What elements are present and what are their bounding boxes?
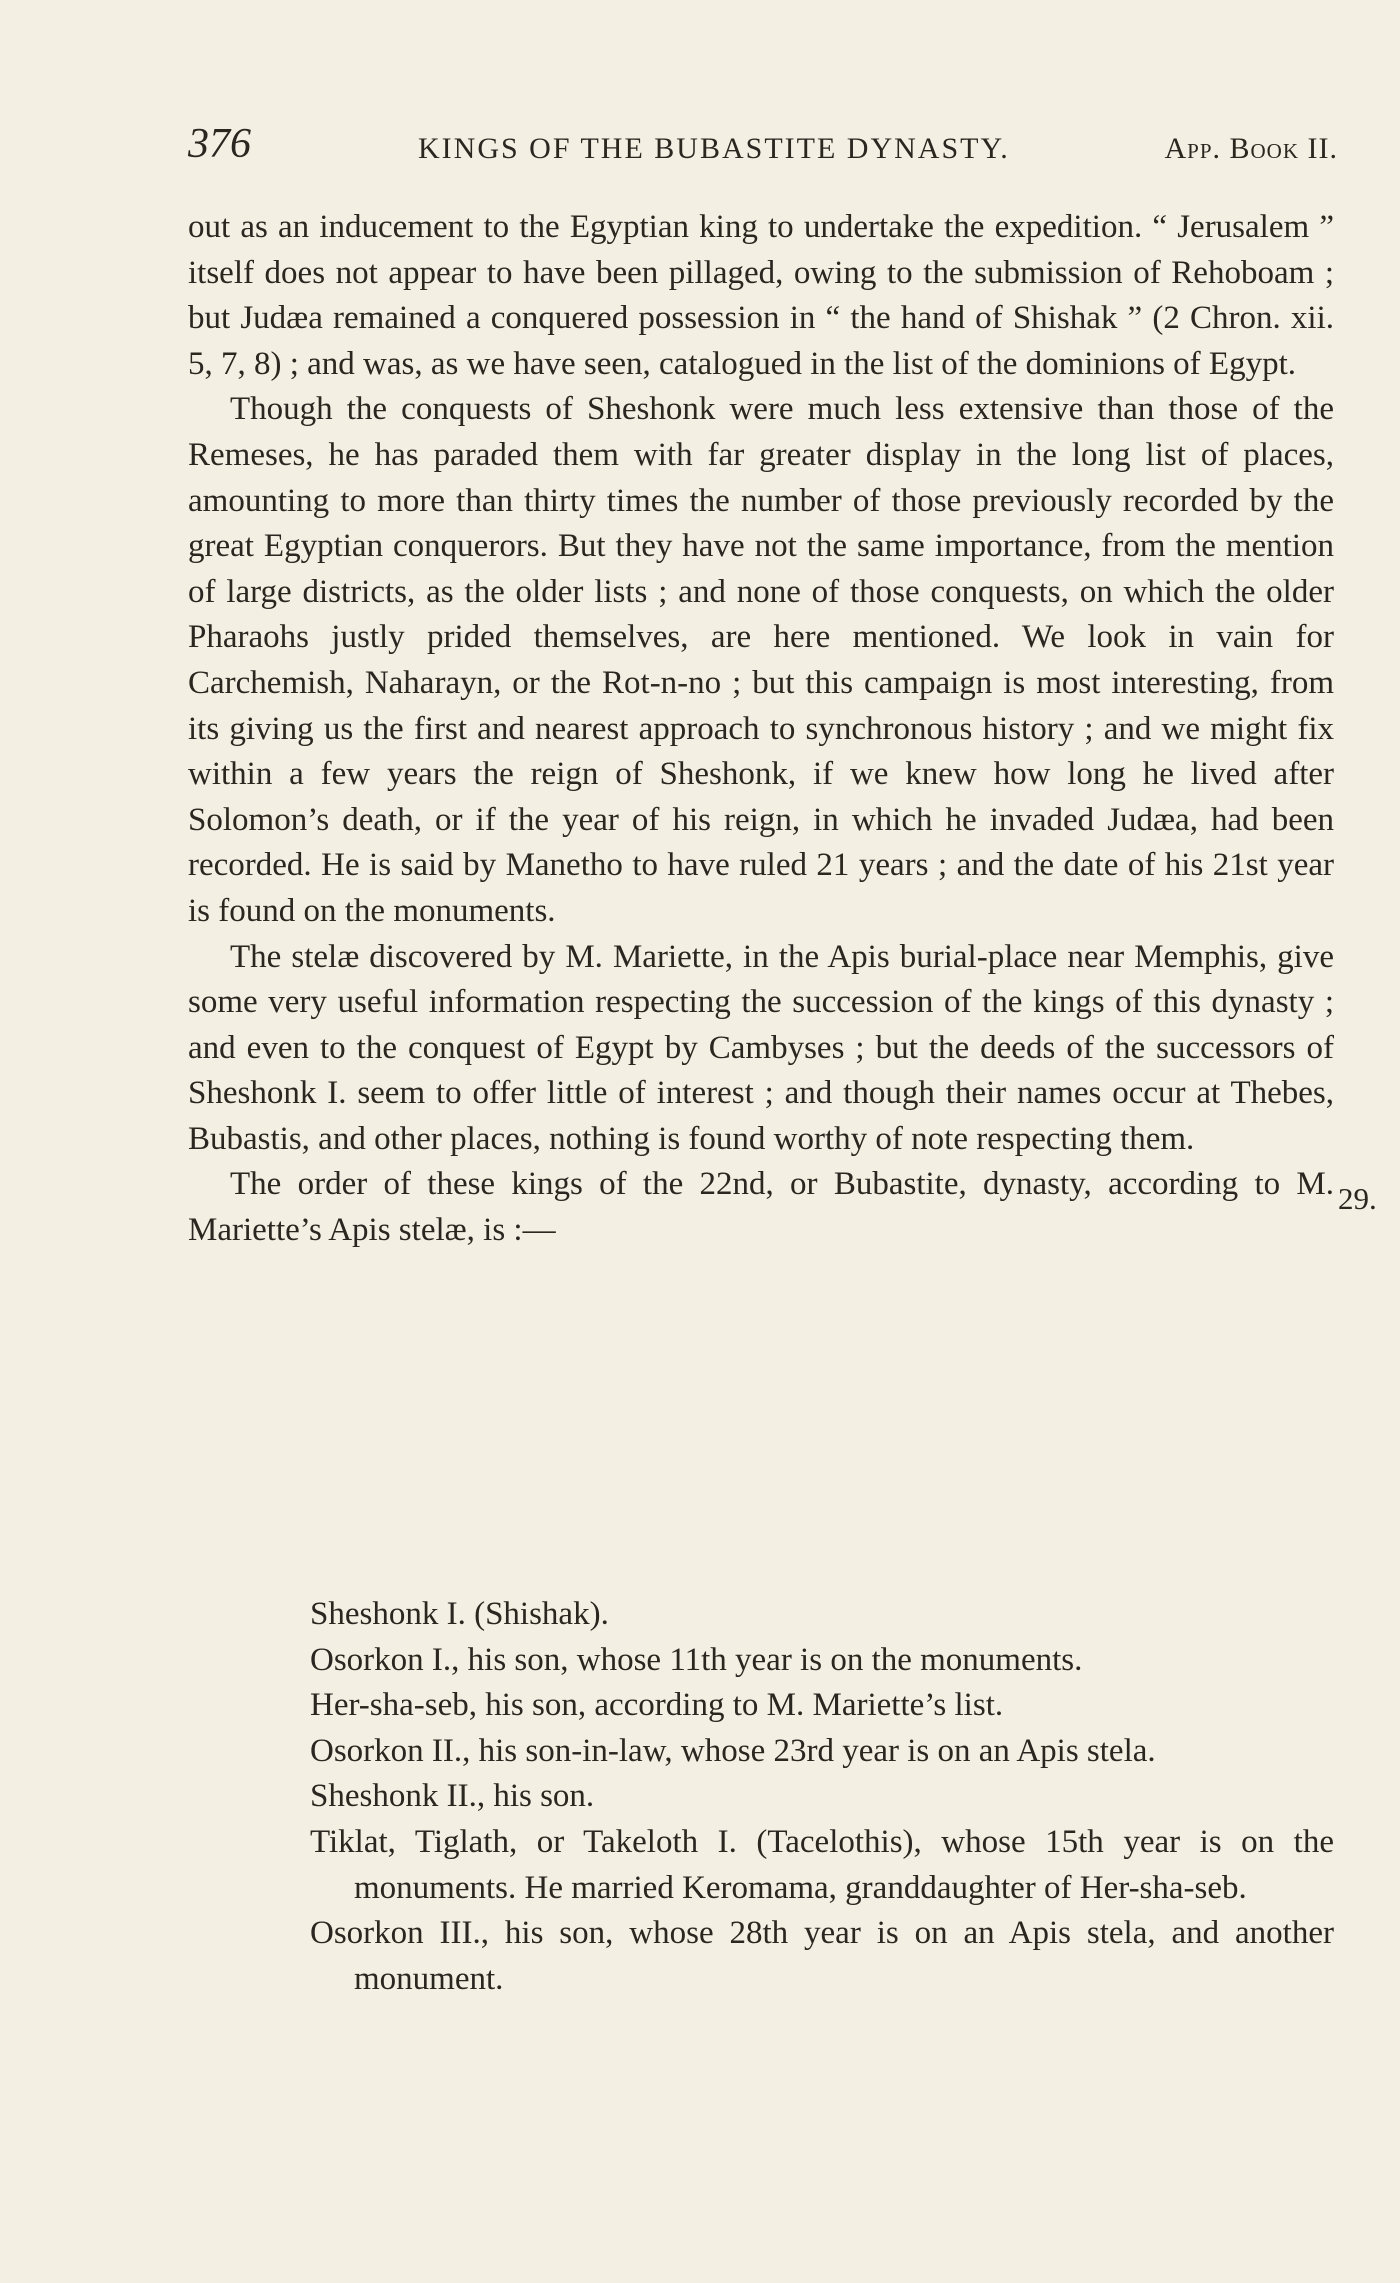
- paragraph-conquests: Though the conquests of Sheshonk were much less extensive than those of the Remeses, he has paraded them with far greater display in the long list of places, amounting to more than thirty times the number of those previously recorded by the great Egyptian conquerors. But they have not the same importance, from the mention of large districts, as the older lists ; and none of those conquests, on which the older Pharaohs justly prided themselves, are here mentioned. We look in vain for Carchemish, Naharayn, or the Rot-n-no ; but this campaign is most interesting, from its giving us the first and nearest approach to synchronous history ; and we might fix within a few years the reign of Sheshonk, if we knew how long he lived after Solomon’s death, or if the year of his reign, in which he invaded Judæa, had been recorded. He is said by Manetho to have ruled 21 years ; and the date of his 21st year is found on the monuments.: [188, 391, 1334, 929]
- margin-note: 29.: [1338, 1181, 1377, 1216]
- king-list-item: Osorkon I., his son, whose 11th year is on the monuments.: [310, 1641, 1083, 1678]
- body-text: [188, 205, 1334, 1254]
- king-list-item: Her-sha-seb, his son, according to M. Mariette’s list.: [310, 1687, 1004, 1724]
- paragraph-continuation: out as an inducement to the Egyptian king to undertake the expedition. “ Jerusalem ” itself does not appear to have been pillaged, owing to the submission of Rehoboam ; but Judæa remained a conquered possession in “ the hand of Shishak ” (2 Chron. xii. 5, 7, 8) ; and was, as we have seen, catalogued in the list of the dominions of Egypt.: [188, 209, 1334, 382]
- king-list-item: Osorkon II., his son-in-law, whose 23rd year is on an Apis stela.: [310, 1732, 1156, 1769]
- king-list-item: Sheshonk I. (Shishak).: [310, 1596, 609, 1632]
- paragraph-stelae: The stelæ discovered by M. Mariette, in the Apis burial-place near Memphis, give some very useful information respecting the succession of the kings of this dynasty ; and even to the conquest of Egypt by Cambyses ; but the deeds of the successors of Sheshonk I. seem to offer little of interest ; and though their names occur at Thebes, Bubastis, and other places, nothing is found worthy of note respecting them.: [188, 938, 1334, 1157]
- kings-list: [310, 1592, 1334, 2002]
- paragraph-kings-intro: The order of these kings of the 22nd, or Bubastite, dynasty, according to M. Mariette’s Apis stelæ, is :—: [188, 1166, 1334, 1249]
- page-number: 376: [188, 121, 251, 167]
- running-title: KINGS OF THE BUBASTITE DYNASTY.: [418, 132, 1010, 165]
- section-label: App. Book II.: [1164, 132, 1338, 165]
- king-list-item: Osorkon III., his son, whose 28th year is on an Apis stela, and another monument.: [310, 1915, 1334, 1997]
- running-header: [188, 120, 1338, 174]
- king-list-item: Sheshonk II., his son.: [310, 1778, 595, 1815]
- king-list-item: Tiklat, Tiglath, or Takeloth I. (Tacelothis), whose 15th year is on the monuments. He married Keromama, granddaughter of Her-sha-seb.: [310, 1823, 1334, 1906]
